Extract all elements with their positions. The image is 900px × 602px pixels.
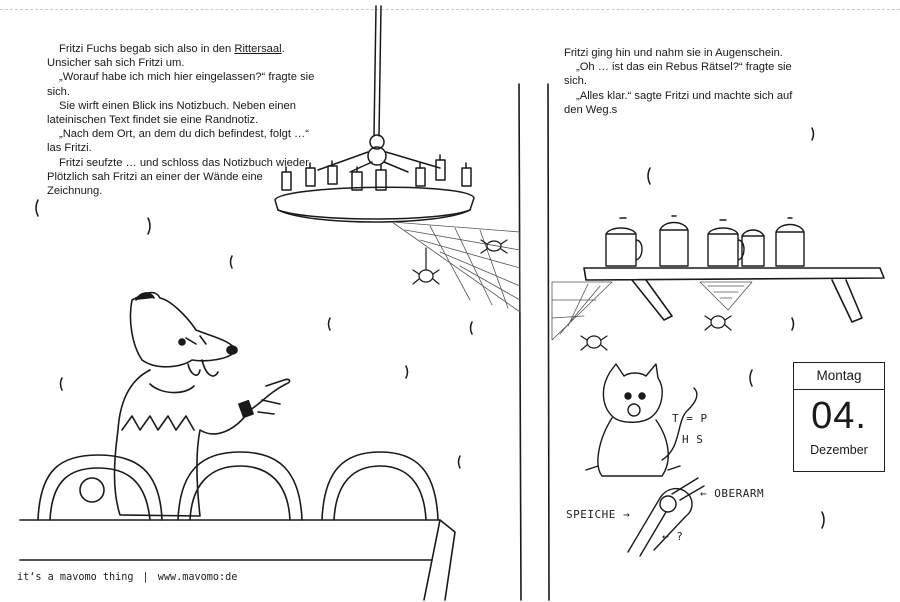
story-text-left: [47, 42, 319, 198]
tankards: [606, 216, 804, 266]
story-left-paragraph-5: Fritzi seufzte … und schloss das Notizbuch wieder. Plötzlich sah Fritzi an einer der Wände eine Zeichnung.: [47, 156, 312, 198]
chair-right: [322, 452, 438, 520]
rebus-oberarm-label: ← OBERARM: [700, 487, 765, 500]
spider-right-2: [705, 316, 731, 330]
center-pillar: [519, 84, 549, 600]
rebus-hs-label: H S: [682, 433, 704, 446]
chair-left: [38, 455, 162, 520]
rebus-question-label: ← ?: [662, 530, 684, 543]
story-text-right: [564, 46, 804, 117]
rittersaal-link[interactable]: Rittersaal: [234, 43, 282, 55]
cobweb-left: [392, 222, 520, 312]
story-left-paragraph-3: Sie wirft einen Blick ins Notizbuch. Neben einen lateinischen Text findet sie eine Randnotiz.: [47, 99, 296, 127]
story-right-paragraph-3: „Alles klar.“ sagte Fritzi und machte sich auf den Weg.s: [564, 89, 793, 116]
advent-calendar-date-box: [793, 362, 885, 472]
calendar-date-number: 04.: [811, 395, 867, 437]
rebus-formula-label: T = P: [672, 412, 708, 425]
wall-shelf: [584, 268, 884, 322]
rebus-arm-joint-drawing: [628, 478, 704, 556]
footer-brand: it‘s a mavomo thing: [17, 572, 134, 583]
rebus-speiche-label: SPEICHE →: [566, 508, 631, 521]
spider-left-2: [481, 240, 507, 253]
spider-left-1: [413, 248, 439, 284]
footer: [17, 572, 237, 583]
footer-url-link[interactable]: www.mavomo:de: [157, 572, 238, 583]
calendar-weekday: Montag: [794, 363, 884, 390]
calendar-month: Dezember: [810, 443, 868, 457]
story-left-paragraph-2: „Worauf habe ich mich hier eingelassen?“ fragte sie sich.: [47, 71, 315, 98]
story-left-p1-start: Fritzi Fuchs begab sich also in den: [59, 43, 235, 55]
footer-separator: |: [142, 572, 149, 583]
story-left-p1-end: . Unsicher sah sich Fritzi um.: [47, 43, 285, 70]
round-table: [20, 520, 455, 600]
story-right-paragraph-1: Fritzi ging hin und nahm sie in Augenschein.: [564, 47, 783, 59]
story-right-paragraph-2: „Oh … ist das ein Rebus Rätsel?“ fragte sie sich.: [564, 61, 792, 88]
story-left-paragraph-4: „Nach dem Ort, an dem du dich befindest, folgt …“ las Fritzi.: [47, 128, 309, 155]
cobweb-right: [552, 282, 752, 340]
story-left-paragraph-1: [47, 42, 319, 70]
spider-right-1: [581, 336, 607, 350]
